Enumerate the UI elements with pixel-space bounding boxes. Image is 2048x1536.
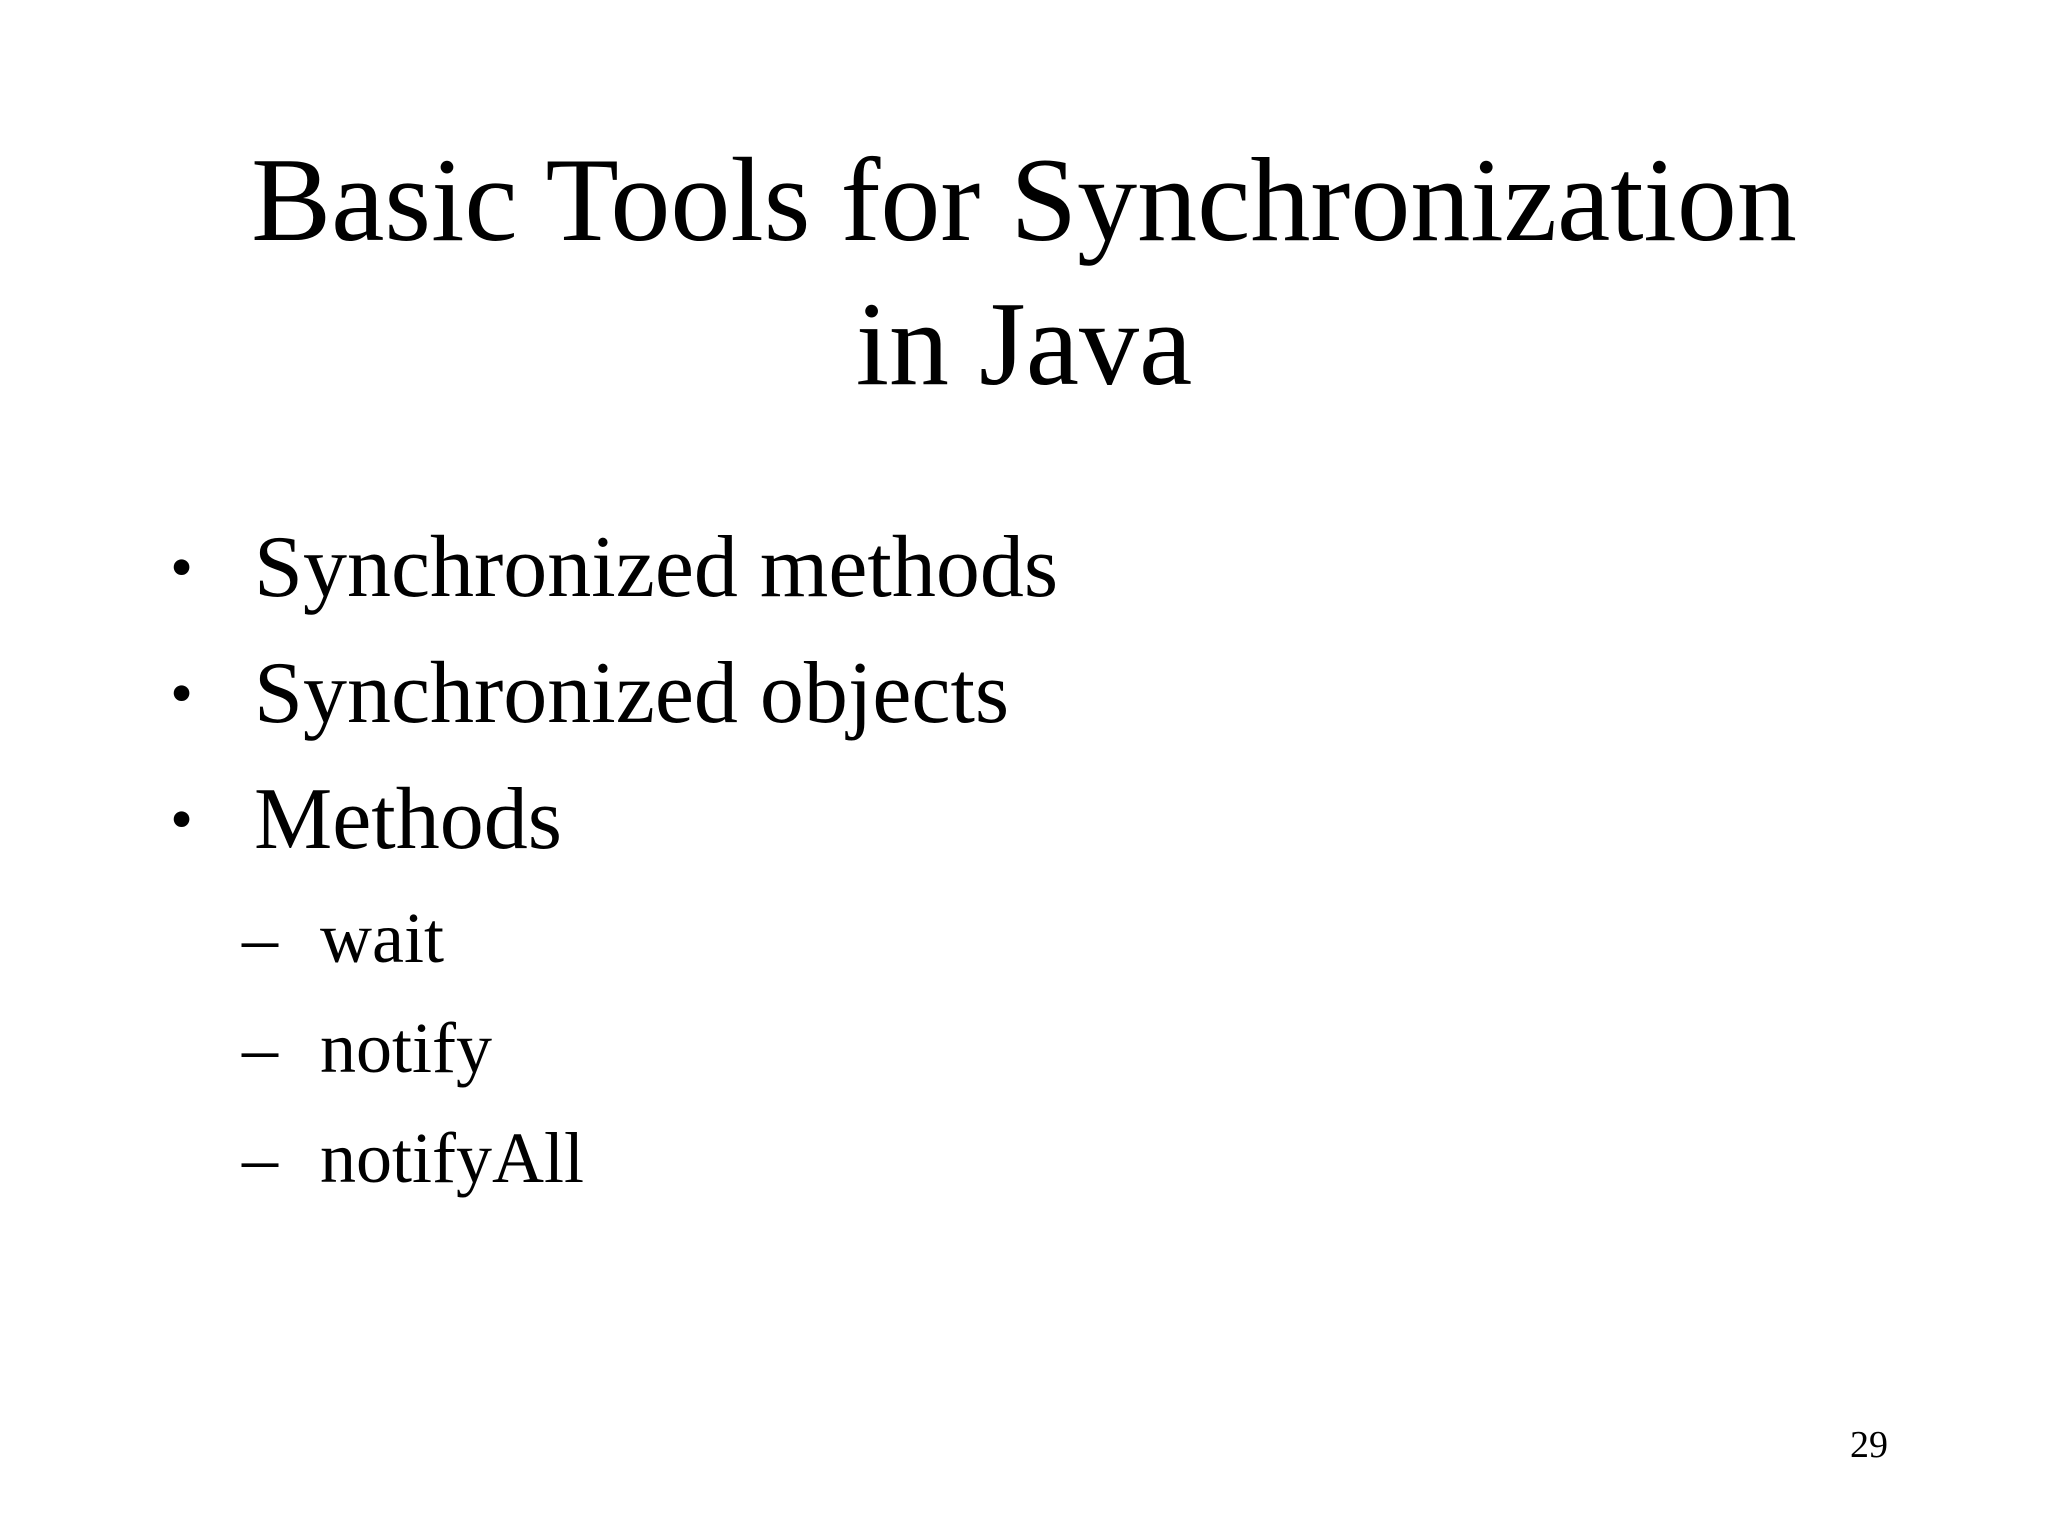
bullet-text: Synchronized methods — [254, 519, 1059, 616]
bullet-text: Synchronized objects — [254, 645, 1010, 742]
bullet-icon: • — [170, 657, 194, 730]
bullet-list — [170, 505, 1058, 1213]
page-number: 29 — [1850, 1424, 1888, 1466]
sub-bullet-text: wait — [320, 898, 444, 978]
sub-bullet-text: notify — [320, 1008, 492, 1088]
slide-title — [0, 128, 2048, 416]
bullet-icon: • — [170, 531, 194, 604]
bullet-item — [170, 757, 1058, 1213]
sub-bullet-item — [242, 883, 1058, 993]
bullet-icon: • — [170, 783, 194, 856]
sub-bullet-item — [242, 993, 1058, 1103]
slide-title-line-1: Basic Tools for Synchronization — [251, 133, 1797, 266]
bullet-item — [170, 631, 1058, 757]
dash-icon: – — [242, 1118, 278, 1198]
dash-icon: – — [242, 1008, 278, 1088]
bullet-item — [170, 505, 1058, 631]
sub-bullet-text: notifyAll — [320, 1118, 584, 1198]
sub-bullet-list — [242, 883, 1058, 1213]
dash-icon: – — [242, 898, 278, 978]
bullet-text: Methods — [254, 771, 562, 868]
sub-bullet-item — [242, 1103, 1058, 1213]
slide-title-line-2: in Java — [855, 277, 1193, 410]
